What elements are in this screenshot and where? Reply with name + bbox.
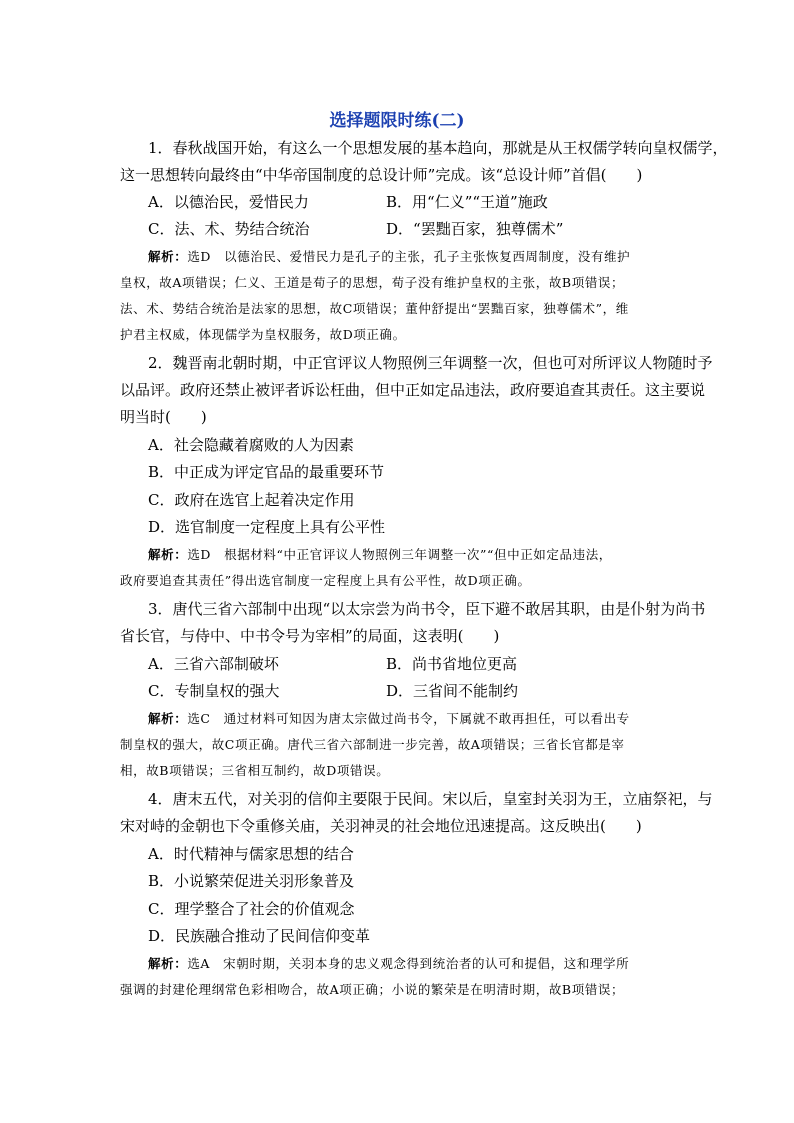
page-title: 选择题限时练(二): [329, 111, 465, 131]
explanation-line: 法、术、势结合统治是法家的思想，故C项错误；董仲舒提出“罢黜百家，独尊儒术”，维: [120, 301, 629, 316]
explanation-line: 解析：选D 根据材料“中正官评议人物照例三年调整一次”“但中正如定品违法，: [148, 547, 612, 562]
explanation-label: 解析：: [148, 711, 188, 726]
answer-option: C．法、术、势结合统治: [148, 220, 310, 238]
explanation-line: 护君主权威，体现儒学为皇权服务，故D项正确。: [120, 327, 406, 342]
explanation-line: 制皇权的强大，故C项正确。唐代三省六部制进一步完善，故A项错误；三省长官都是宰: [120, 737, 625, 752]
answer-option: C．专制皇权的强大: [148, 682, 280, 700]
explanation-line: 解析：选A 宋朝时期，关羽本身的忠义观念得到统治者的认可和提倡，这和理学所: [148, 956, 630, 971]
answer-option: A．社会隐藏着腐败的人为因素: [148, 436, 354, 454]
explanation-label: 解析：: [148, 249, 188, 264]
answer-option: B．尚书省地位更高: [386, 655, 518, 673]
explanation-line: 解析：选C 通过材料可知因为唐太宗做过尚书令，下属就不敢再担任，可以看出专: [148, 711, 630, 726]
answer-option: D．选官制度一定程度上具有公平性: [148, 518, 386, 536]
explanation-label: 解析：: [148, 547, 188, 562]
question-stem-line: 2．魏晋南北朝时期，中正官评议人物照例三年调整一次，但也可对所评议人物随时予: [148, 354, 713, 372]
question-stem-line: 3．唐代三省六部制中出现“以太宗尝为尚书令，臣下避不敢居其职，由是仆射为尚书: [148, 600, 706, 618]
answer-option: A．以德治民，爱惜民力: [148, 193, 309, 211]
answer-option: C．政府在选官上起着决定作用: [148, 491, 355, 509]
question-stem-line: 省长官，与侍中、中书令号为宰相”的局面，这表明( ): [120, 627, 500, 645]
answer-option: B．用“仁义”“王道”施政: [386, 193, 548, 211]
question-stem-line: 明当时( ): [120, 408, 207, 426]
answer-option: D．民族融合推动了民间信仰变革: [148, 927, 371, 945]
explanation-line: 皇权，故A项错误；仁义、王道是荀子的思想，荀子没有维护皇权的主张，故B项错误；: [120, 275, 625, 290]
explanation-line: 政府要追查其责任”得出选官制度一定程度上具有公平性，故D项正确。: [120, 573, 531, 588]
question-stem-line: 以品评。政府还禁止被评者诉讼枉曲，但中正如定品违法，政府要追查其责任。这主要说: [120, 381, 706, 399]
explanation-line: 解析：选D 以德治民、爱惜民力是孔子的主张，孔子主张恢复西周制度，没有维护: [148, 249, 631, 264]
question-stem-line: 宋对峙的金朝也下令重修关庙，关羽神灵的社会地位迅速提高。这反映出( ): [120, 817, 642, 835]
answer-option: A．三省六部制破坏: [148, 655, 279, 673]
answer-option: B．中正成为评定官品的最重要环节: [148, 463, 385, 481]
question-stem-line: 1．春秋战国开始，有这么一个思想发展的基本趋向，那就是从王权儒学转向皇权儒学，: [148, 139, 728, 157]
explanation-line: 强调的封建伦理纲常色彩相吻合，故A项正确；小说的繁荣是在明清时期，故B项错误；: [120, 982, 625, 997]
question-stem-line: 4．唐末五代，对关羽的信仰主要限于民间。宋以后，皇室封关羽为王，立庙祭祀，与: [148, 790, 713, 808]
answer-option: D．“罢黜百家，独尊儒术”: [386, 220, 564, 238]
question-stem-line: 这一思想转向最终由“中华帝国制度的总设计师”完成。该“总设计师”首倡( ): [120, 166, 643, 184]
answer-option: C．理学整合了社会的价值观念: [148, 900, 355, 918]
answer-option: A．时代精神与儒家思想的结合: [148, 845, 354, 863]
answer-option: B．小说繁荣促进关羽形象普及: [148, 872, 355, 890]
explanation-line: 相，故B项错误；三省相互制约，故D项错误。: [120, 763, 390, 778]
explanation-label: 解析：: [148, 956, 188, 971]
answer-option: D．三省间不能制约: [386, 682, 519, 700]
